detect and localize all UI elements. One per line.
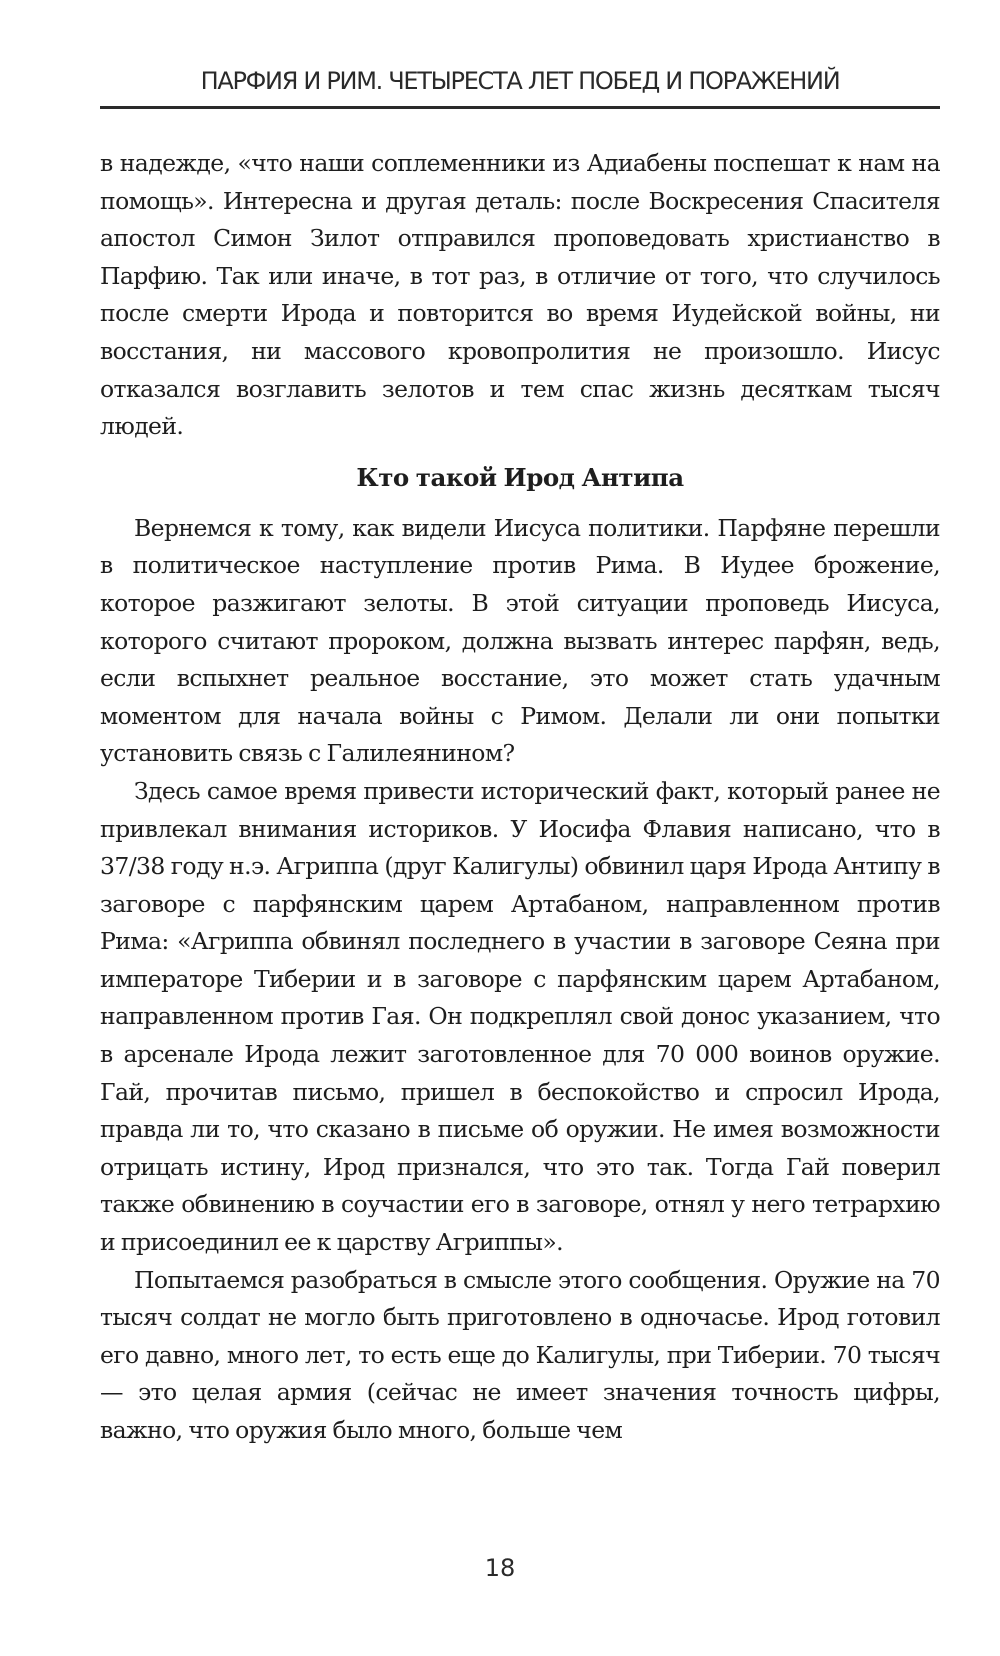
- paragraph: Здесь самое время привести исторический факт, который ранее не привлекал внимания историков. У Иосифа Флавия написано, что в 37/38 году н.э. Агриппа (друг Калигулы) обвинил царя Ирода Антипу в заговоре с парфянским царем Артабаном, направленном против Рима: «Агриппа обвинял последнего в участии в заговоре Сеяна при императоре Тиберии и в заговоре с парфянским царем Артабаном, направленном против Гая. Он подкреплял свой донос указанием, что в арсенале Ирода лежит заготовленное для 70 000 воинов оружие. Гай, прочитав письмо, пришел в беспокойство и спросил Ирода, правда ли то, что сказано в письме об оружии. Не имея возможности отрицать истину, Ирод признался, что это так. Тогда Гай поверил также обвинению в соучастии его в заговоре, отнял у него тетрархию и присоединил ее к царству Агриппы».: [100, 776, 940, 1257]
- page-number: 18: [484, 1554, 516, 1582]
- running-header: ПАРФИЯ И РИМ. ЧЕТЫРЕСТА ЛЕТ ПОБЕД И ПОРАЖЕНИЙ: [200, 67, 840, 95]
- paragraph: Попытаемся разобраться в смысле этого сообщения. Оружие на 70 тысяч солдат не могло быть приготовлено в одночасье. Ирод готовил его давно, много лет, то есть еще до Калигулы, при Тиберии. 70 тысяч — это целая армия (сейчас не имеет значения точность цифры, важно, что оружия было много, больше чем: [100, 1265, 940, 1444]
- header-rule: [100, 106, 940, 109]
- section-heading: Кто такой Ирод Антипа: [356, 462, 684, 492]
- page-body: [100, 145, 940, 1450]
- paragraph-continued: в надежде, «что наши соплеменники из Адиабены поспешат к нам на помощь». Интересна и другая деталь: после Воскресения Спасителя апостол Симон Зилот отправился проповедовать христианство в Парфию. Так или иначе, в тот раз, в отличие от того, что случилось после смерти Ирода и повторится во время Иудейской войны, ни восстания, ни массового кровопролития не произошло. Иисус отказался возглавить зелотов и тем спас жизнь десяткам тысяч людей.: [100, 149, 940, 441]
- paragraph: Вернемся к тому, как видели Иисуса политики. Парфяне перешли в политическое наступление против Рима. В Иудее брожение, которое разжигают зелоты. В этой ситуации проповедь Иисуса, которого считают пророком, должна вызвать интерес парфян, ведь, если вспыхнет реальное восстание, это может стать удачным моментом для начала войны с Римом. Делали ли они попытки установить связь с Галилеянином?: [100, 513, 940, 768]
